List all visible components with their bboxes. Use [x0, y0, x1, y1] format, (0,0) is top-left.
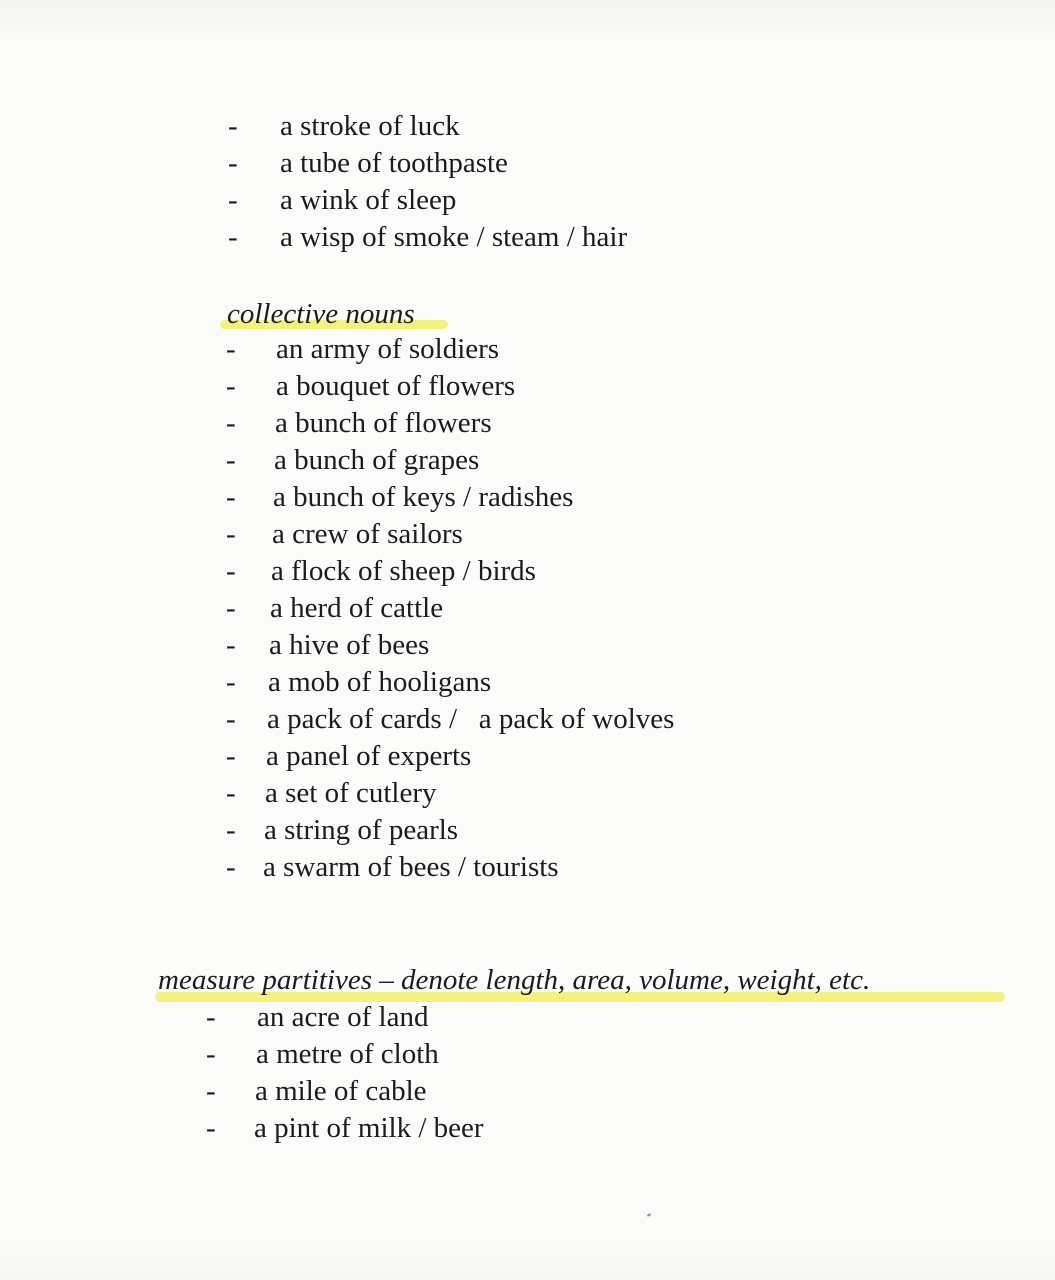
- bullet-dash: -: [228, 147, 238, 179]
- bullet-dash: -: [206, 1112, 216, 1144]
- list-item-text: a panel of experts: [266, 740, 472, 772]
- list-item-text: a pack of cards / a pack of wolves: [267, 703, 675, 735]
- bullet-dash: -: [206, 1038, 216, 1070]
- list-item-text: a wink of sleep: [280, 184, 457, 216]
- bullet-dash: -: [226, 592, 236, 624]
- bullet-dash: -: [226, 370, 236, 402]
- bullet-dash: -: [206, 1001, 216, 1033]
- list-item-text: a swarm of bees / tourists: [263, 851, 559, 883]
- list-item-text: a set of cutlery: [265, 777, 437, 809]
- list-item-text: a hive of bees: [269, 629, 430, 661]
- list-item-text: a bunch of grapes: [274, 444, 480, 476]
- bullet-dash: -: [228, 184, 238, 216]
- bullet-dash: -: [228, 221, 238, 253]
- list-item-text: a mile of cable: [255, 1075, 427, 1107]
- section-heading-measure-partitives: measure partitives – denote length, area, volume, weight, etc.: [158, 964, 871, 996]
- bullet-dash: -: [226, 407, 236, 439]
- list-item-text: an army of soldiers: [276, 333, 500, 365]
- list-item-text: a flock of sheep / birds: [271, 555, 536, 587]
- list-item-text: a metre of cloth: [256, 1038, 439, 1070]
- list-item-text: a tube of toothpaste: [280, 147, 508, 179]
- bullet-dash: -: [226, 555, 236, 587]
- bullet-dash: -: [226, 851, 236, 883]
- bullet-dash: -: [226, 481, 236, 513]
- bullet-dash: -: [226, 629, 236, 661]
- list-item-text: a bunch of flowers: [275, 407, 492, 439]
- bullet-dash: -: [226, 333, 236, 365]
- paper-speck: [647, 1213, 651, 1217]
- list-item-text: a crew of sailors: [272, 518, 463, 550]
- bullet-dash: -: [226, 703, 236, 735]
- section-heading-collective-nouns: collective nouns: [227, 298, 415, 330]
- bullet-dash: -: [226, 666, 236, 698]
- list-item-text: a stroke of luck: [280, 110, 460, 142]
- list-item-text: an acre of land: [257, 1001, 429, 1033]
- list-item-text: a pint of milk / beer: [254, 1112, 484, 1144]
- bullet-dash: -: [226, 518, 236, 550]
- list-item-text: a bouquet of flowers: [276, 370, 516, 402]
- bullet-dash: -: [228, 110, 238, 142]
- bullet-dash: -: [226, 814, 236, 846]
- list-item-text: a mob of hooligans: [268, 666, 492, 698]
- bullet-dash: -: [226, 740, 236, 772]
- list-item-text: a wisp of smoke / steam / hair: [280, 221, 628, 253]
- bullet-dash: -: [226, 444, 236, 476]
- list-item-text: a string of pearls: [264, 814, 459, 846]
- list-item-text: a bunch of keys / radishes: [273, 481, 574, 513]
- bullet-dash: -: [206, 1075, 216, 1107]
- bullet-dash: -: [226, 777, 236, 809]
- list-item-text: a herd of cattle: [270, 592, 444, 624]
